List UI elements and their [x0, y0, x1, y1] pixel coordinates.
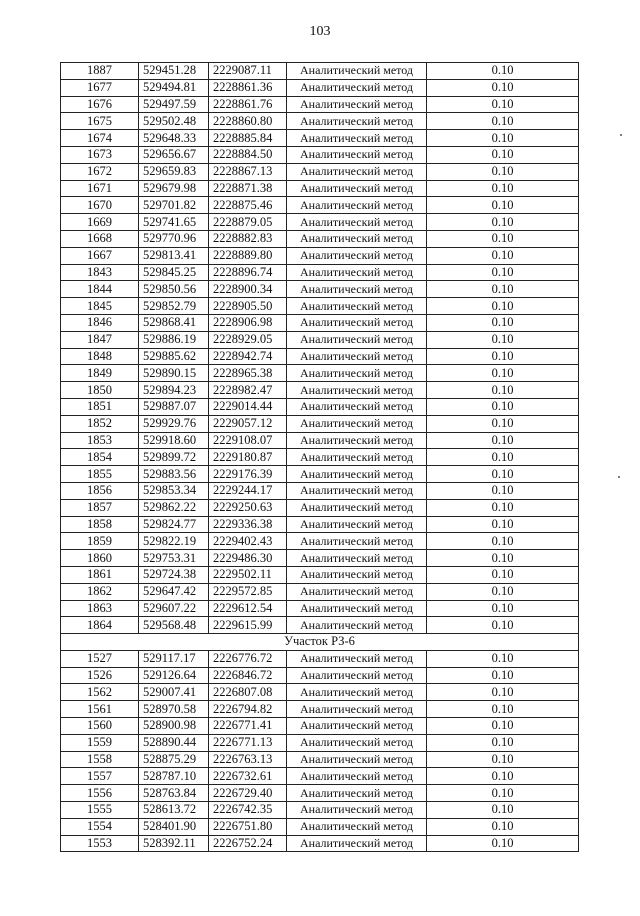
method-cell: Аналитический метод: [287, 667, 427, 684]
method-cell: Аналитический метод: [287, 617, 427, 634]
table-row: [61, 214, 579, 231]
precision-cell: 0.10: [427, 701, 579, 718]
precision-cell: 0.10: [427, 79, 579, 96]
table-row: [61, 331, 579, 348]
point-number-cell: 1845: [61, 298, 139, 315]
x-coordinate-cell: 529607.22: [139, 600, 209, 617]
y-coordinate-cell: 2228942.74: [209, 348, 287, 365]
y-coordinate-cell: 2228879.05: [209, 214, 287, 231]
x-coordinate-cell: 529007.41: [139, 684, 209, 701]
x-coordinate-cell: 529853.34: [139, 482, 209, 499]
point-number-cell: 1667: [61, 247, 139, 264]
point-number-cell: 1673: [61, 146, 139, 163]
method-cell: Аналитический метод: [287, 566, 427, 583]
method-cell: Аналитический метод: [287, 499, 427, 516]
y-coordinate-cell: 2226807.08: [209, 684, 287, 701]
x-coordinate-cell: 529918.60: [139, 432, 209, 449]
method-cell: Аналитический метод: [287, 415, 427, 432]
precision-cell: 0.10: [427, 113, 579, 130]
precision-cell: 0.10: [427, 180, 579, 197]
x-coordinate-cell: 529494.81: [139, 79, 209, 96]
point-number-cell: 1862: [61, 583, 139, 600]
precision-cell: 0.10: [427, 264, 579, 281]
method-cell: Аналитический метод: [287, 63, 427, 80]
method-cell: Аналитический метод: [287, 230, 427, 247]
method-cell: Аналитический метод: [287, 365, 427, 382]
point-number-cell: 1864: [61, 617, 139, 634]
x-coordinate-cell: 529648.33: [139, 130, 209, 147]
y-coordinate-cell: 2226751.80: [209, 818, 287, 835]
x-coordinate-cell: 529679.98: [139, 180, 209, 197]
y-coordinate-cell: 2229612.54: [209, 600, 287, 617]
y-coordinate-cell: 2229180.87: [209, 449, 287, 466]
table-row: [61, 63, 579, 80]
y-coordinate-cell: 2226752.24: [209, 835, 287, 852]
point-number-cell: 1677: [61, 79, 139, 96]
precision-cell: 0.10: [427, 96, 579, 113]
method-cell: Аналитический метод: [287, 398, 427, 415]
point-number-cell: 1555: [61, 802, 139, 819]
precision-cell: 0.10: [427, 499, 579, 516]
y-coordinate-cell: 2226742.35: [209, 802, 287, 819]
y-coordinate-cell: 2226763.13: [209, 751, 287, 768]
point-number-cell: 1558: [61, 751, 139, 768]
method-cell: Аналитический метод: [287, 482, 427, 499]
x-coordinate-cell: 529568.48: [139, 617, 209, 634]
section-header-group: [61, 634, 579, 651]
table-row: [61, 583, 579, 600]
point-number-cell: 1847: [61, 331, 139, 348]
method-cell: Аналитический метод: [287, 600, 427, 617]
point-number-cell: 1860: [61, 550, 139, 567]
method-cell: Аналитический метод: [287, 247, 427, 264]
precision-cell: 0.10: [427, 331, 579, 348]
table-row: [61, 432, 579, 449]
method-cell: Аналитический метод: [287, 533, 427, 550]
table-row: [61, 499, 579, 516]
precision-cell: 0.10: [427, 214, 579, 231]
table-row: [61, 650, 579, 667]
method-cell: Аналитический метод: [287, 818, 427, 835]
precision-cell: 0.10: [427, 550, 579, 567]
point-number-cell: 1675: [61, 113, 139, 130]
x-coordinate-cell: 529894.23: [139, 382, 209, 399]
table-row: [61, 466, 579, 483]
method-cell: Аналитический метод: [287, 146, 427, 163]
method-cell: Аналитический метод: [287, 382, 427, 399]
table-row: [61, 449, 579, 466]
table-row: [61, 701, 579, 718]
x-coordinate-cell: 528613.72: [139, 802, 209, 819]
point-number-cell: 1526: [61, 667, 139, 684]
precision-cell: 0.10: [427, 247, 579, 264]
point-number-cell: 1553: [61, 835, 139, 852]
table-row: [61, 768, 579, 785]
y-coordinate-cell: 2228982.47: [209, 382, 287, 399]
y-coordinate-cell: 2226771.41: [209, 718, 287, 735]
precision-cell: 0.10: [427, 835, 579, 852]
precision-cell: 0.10: [427, 365, 579, 382]
table-row: [61, 180, 579, 197]
method-cell: Аналитический метод: [287, 768, 427, 785]
x-coordinate-cell: 529883.56: [139, 466, 209, 483]
precision-cell: 0.10: [427, 298, 579, 315]
y-coordinate-cell: 2228896.74: [209, 264, 287, 281]
point-number-cell: 1846: [61, 314, 139, 331]
precision-cell: 0.10: [427, 146, 579, 163]
y-coordinate-cell: 2226794.82: [209, 701, 287, 718]
precision-cell: 0.10: [427, 818, 579, 835]
x-coordinate-cell: 528787.10: [139, 768, 209, 785]
method-cell: Аналитический метод: [287, 718, 427, 735]
point-number-cell: 1852: [61, 415, 139, 432]
method-cell: Аналитический метод: [287, 516, 427, 533]
point-number-cell: 1844: [61, 281, 139, 298]
point-number-cell: 1554: [61, 818, 139, 835]
method-cell: Аналитический метод: [287, 466, 427, 483]
precision-cell: 0.10: [427, 314, 579, 331]
table-row: [61, 482, 579, 499]
point-number-cell: 1672: [61, 163, 139, 180]
x-coordinate-cell: 529824.77: [139, 516, 209, 533]
method-cell: Аналитический метод: [287, 751, 427, 768]
method-cell: Аналитический метод: [287, 79, 427, 96]
method-cell: Аналитический метод: [287, 684, 427, 701]
method-cell: Аналитический метод: [287, 785, 427, 802]
point-number-cell: 1527: [61, 650, 139, 667]
x-coordinate-cell: 529659.83: [139, 163, 209, 180]
x-coordinate-cell: 529845.25: [139, 264, 209, 281]
point-number-cell: 1562: [61, 684, 139, 701]
point-number-cell: 1561: [61, 701, 139, 718]
precision-cell: 0.10: [427, 130, 579, 147]
x-coordinate-cell: 529753.31: [139, 550, 209, 567]
y-coordinate-cell: 2229087.11: [209, 63, 287, 80]
table-row: [61, 684, 579, 701]
method-cell: Аналитический метод: [287, 214, 427, 231]
point-number-cell: 1850: [61, 382, 139, 399]
point-number-cell: 1669: [61, 214, 139, 231]
table-row: [61, 247, 579, 264]
method-cell: Аналитический метод: [287, 264, 427, 281]
table-row: [61, 734, 579, 751]
y-coordinate-cell: 2228906.98: [209, 314, 287, 331]
x-coordinate-cell: 529890.15: [139, 365, 209, 382]
precision-cell: 0.10: [427, 583, 579, 600]
x-coordinate-cell: 529701.82: [139, 197, 209, 214]
precision-cell: 0.10: [427, 566, 579, 583]
point-number-cell: 1671: [61, 180, 139, 197]
y-coordinate-cell: 2228900.34: [209, 281, 287, 298]
table-row: [61, 751, 579, 768]
table-row: [61, 533, 579, 550]
y-coordinate-cell: 2229486.30: [209, 550, 287, 567]
y-coordinate-cell: 2229402.43: [209, 533, 287, 550]
precision-cell: 0.10: [427, 415, 579, 432]
y-coordinate-cell: 2228871.38: [209, 180, 287, 197]
x-coordinate-cell: 529502.48: [139, 113, 209, 130]
point-number-cell: 1843: [61, 264, 139, 281]
point-number-cell: 1848: [61, 348, 139, 365]
method-cell: Аналитический метод: [287, 583, 427, 600]
table-row: [61, 197, 579, 214]
point-number-cell: 1858: [61, 516, 139, 533]
point-number-cell: 1556: [61, 785, 139, 802]
method-cell: Аналитический метод: [287, 802, 427, 819]
precision-cell: 0.10: [427, 768, 579, 785]
precision-cell: 0.10: [427, 533, 579, 550]
method-cell: Аналитический метод: [287, 298, 427, 315]
y-coordinate-cell: 2228861.36: [209, 79, 287, 96]
table-row: [61, 617, 579, 634]
x-coordinate-cell: 529451.28: [139, 63, 209, 80]
precision-cell: 0.10: [427, 466, 579, 483]
precision-cell: 0.10: [427, 684, 579, 701]
table-row: [61, 79, 579, 96]
x-coordinate-cell: 529647.42: [139, 583, 209, 600]
table-row: [61, 298, 579, 315]
precision-cell: 0.10: [427, 785, 579, 802]
y-coordinate-cell: 2229336.38: [209, 516, 287, 533]
table-row: [61, 600, 579, 617]
y-coordinate-cell: 2226732.61: [209, 768, 287, 785]
y-coordinate-cell: 2228882.83: [209, 230, 287, 247]
table-row: [61, 281, 579, 298]
x-coordinate-cell: 529656.67: [139, 146, 209, 163]
precision-cell: 0.10: [427, 650, 579, 667]
precision-cell: 0.10: [427, 734, 579, 751]
y-coordinate-cell: 2229502.11: [209, 566, 287, 583]
section-row: [61, 634, 579, 651]
method-cell: Аналитический метод: [287, 281, 427, 298]
point-number-cell: 1670: [61, 197, 139, 214]
x-coordinate-cell: 529850.56: [139, 281, 209, 298]
point-number-cell: 1854: [61, 449, 139, 466]
table-row: [61, 415, 579, 432]
point-number-cell: 1557: [61, 768, 139, 785]
table-row: [61, 835, 579, 852]
x-coordinate-cell: 529117.17: [139, 650, 209, 667]
y-coordinate-cell: 2226776.72: [209, 650, 287, 667]
y-coordinate-cell: 2226729.40: [209, 785, 287, 802]
method-cell: Аналитический метод: [287, 314, 427, 331]
y-coordinate-cell: 2228885.84: [209, 130, 287, 147]
point-number-cell: 1851: [61, 398, 139, 415]
y-coordinate-cell: 2228867.13: [209, 163, 287, 180]
y-coordinate-cell: 2228965.38: [209, 365, 287, 382]
table-row: [61, 314, 579, 331]
x-coordinate-cell: 529770.96: [139, 230, 209, 247]
point-number-cell: 1674: [61, 130, 139, 147]
precision-cell: 0.10: [427, 197, 579, 214]
point-number-cell: 1855: [61, 466, 139, 483]
x-coordinate-cell: 529885.62: [139, 348, 209, 365]
precision-cell: 0.10: [427, 281, 579, 298]
y-coordinate-cell: 2226846.72: [209, 667, 287, 684]
x-coordinate-cell: 529862.22: [139, 499, 209, 516]
precision-cell: 0.10: [427, 63, 579, 80]
table-row: [61, 382, 579, 399]
point-number-cell: 1559: [61, 734, 139, 751]
precision-cell: 0.10: [427, 667, 579, 684]
point-number-cell: 1668: [61, 230, 139, 247]
x-coordinate-cell: 529868.41: [139, 314, 209, 331]
point-number-cell: 1861: [61, 566, 139, 583]
method-cell: Аналитический метод: [287, 701, 427, 718]
table-row: [61, 667, 579, 684]
table-row: [61, 516, 579, 533]
y-coordinate-cell: 2228929.05: [209, 331, 287, 348]
x-coordinate-cell: 529741.65: [139, 214, 209, 231]
precision-cell: 0.10: [427, 482, 579, 499]
method-cell: Аналитический метод: [287, 734, 427, 751]
x-coordinate-cell: 529126.64: [139, 667, 209, 684]
x-coordinate-cell: 528763.84: [139, 785, 209, 802]
point-number-cell: 1856: [61, 482, 139, 499]
y-coordinate-cell: 2229014.44: [209, 398, 287, 415]
method-cell: Аналитический метод: [287, 113, 427, 130]
x-coordinate-cell: 528401.90: [139, 818, 209, 835]
x-coordinate-cell: 529852.79: [139, 298, 209, 315]
method-cell: Аналитический метод: [287, 331, 427, 348]
table-row: [61, 566, 579, 583]
table-row: [61, 365, 579, 382]
table-row: [61, 818, 579, 835]
table-body-before: [61, 63, 579, 634]
y-coordinate-cell: 2229108.07: [209, 432, 287, 449]
table-row: [61, 398, 579, 415]
method-cell: Аналитический метод: [287, 650, 427, 667]
precision-cell: 0.10: [427, 382, 579, 399]
coordinates-table: [60, 62, 579, 852]
x-coordinate-cell: 529822.19: [139, 533, 209, 550]
point-number-cell: 1676: [61, 96, 139, 113]
x-coordinate-cell: 528392.11: [139, 835, 209, 852]
method-cell: Аналитический метод: [287, 348, 427, 365]
page-number: 103: [309, 24, 331, 39]
x-coordinate-cell: 528890.44: [139, 734, 209, 751]
method-cell: Аналитический метод: [287, 449, 427, 466]
point-number-cell: 1853: [61, 432, 139, 449]
x-coordinate-cell: 528970.58: [139, 701, 209, 718]
scan-speck: [618, 476, 620, 478]
x-coordinate-cell: 529899.72: [139, 449, 209, 466]
y-coordinate-cell: 2226771.13: [209, 734, 287, 751]
point-number-cell: 1859: [61, 533, 139, 550]
table-row: [61, 230, 579, 247]
precision-cell: 0.10: [427, 751, 579, 768]
y-coordinate-cell: 2229572.85: [209, 583, 287, 600]
table-row: [61, 113, 579, 130]
scan-speck: [620, 134, 622, 136]
y-coordinate-cell: 2228861.76: [209, 96, 287, 113]
method-cell: Аналитический метод: [287, 432, 427, 449]
table-body-after: [61, 650, 579, 852]
y-coordinate-cell: 2229176.39: [209, 466, 287, 483]
x-coordinate-cell: 529886.19: [139, 331, 209, 348]
precision-cell: 0.10: [427, 230, 579, 247]
precision-cell: 0.10: [427, 398, 579, 415]
table-row: [61, 802, 579, 819]
method-cell: Аналитический метод: [287, 550, 427, 567]
x-coordinate-cell: 529724.38: [139, 566, 209, 583]
x-coordinate-cell: 529813.41: [139, 247, 209, 264]
method-cell: Аналитический метод: [287, 130, 427, 147]
y-coordinate-cell: 2228905.50: [209, 298, 287, 315]
method-cell: Аналитический метод: [287, 96, 427, 113]
point-number-cell: 1863: [61, 600, 139, 617]
table-row: [61, 718, 579, 735]
x-coordinate-cell: 528900.98: [139, 718, 209, 735]
precision-cell: 0.10: [427, 516, 579, 533]
y-coordinate-cell: 2229250.63: [209, 499, 287, 516]
method-cell: Аналитический метод: [287, 197, 427, 214]
precision-cell: 0.10: [427, 617, 579, 634]
section-title: Участок РЗ-6: [61, 634, 579, 651]
precision-cell: 0.10: [427, 432, 579, 449]
table-row: [61, 785, 579, 802]
y-coordinate-cell: 2229615.99: [209, 617, 287, 634]
table-row: [61, 96, 579, 113]
precision-cell: 0.10: [427, 718, 579, 735]
x-coordinate-cell: 528875.29: [139, 751, 209, 768]
x-coordinate-cell: 529929.76: [139, 415, 209, 432]
point-number-cell: 1849: [61, 365, 139, 382]
method-cell: Аналитический метод: [287, 163, 427, 180]
y-coordinate-cell: 2228889.80: [209, 247, 287, 264]
y-coordinate-cell: 2229057.12: [209, 415, 287, 432]
table-row: [61, 163, 579, 180]
y-coordinate-cell: 2228875.46: [209, 197, 287, 214]
table-row: [61, 264, 579, 281]
x-coordinate-cell: 529497.59: [139, 96, 209, 113]
table-row: [61, 146, 579, 163]
y-coordinate-cell: 2229244.17: [209, 482, 287, 499]
precision-cell: 0.10: [427, 600, 579, 617]
table-row: [61, 550, 579, 567]
y-coordinate-cell: 2228860.80: [209, 113, 287, 130]
method-cell: Аналитический метод: [287, 180, 427, 197]
y-coordinate-cell: 2228884.50: [209, 146, 287, 163]
table-row: [61, 348, 579, 365]
x-coordinate-cell: 529887.07: [139, 398, 209, 415]
precision-cell: 0.10: [427, 802, 579, 819]
precision-cell: 0.10: [427, 449, 579, 466]
precision-cell: 0.10: [427, 348, 579, 365]
precision-cell: 0.10: [427, 163, 579, 180]
table-row: [61, 130, 579, 147]
point-number-cell: 1560: [61, 718, 139, 735]
point-number-cell: 1887: [61, 63, 139, 80]
method-cell: Аналитический метод: [287, 835, 427, 852]
point-number-cell: 1857: [61, 499, 139, 516]
